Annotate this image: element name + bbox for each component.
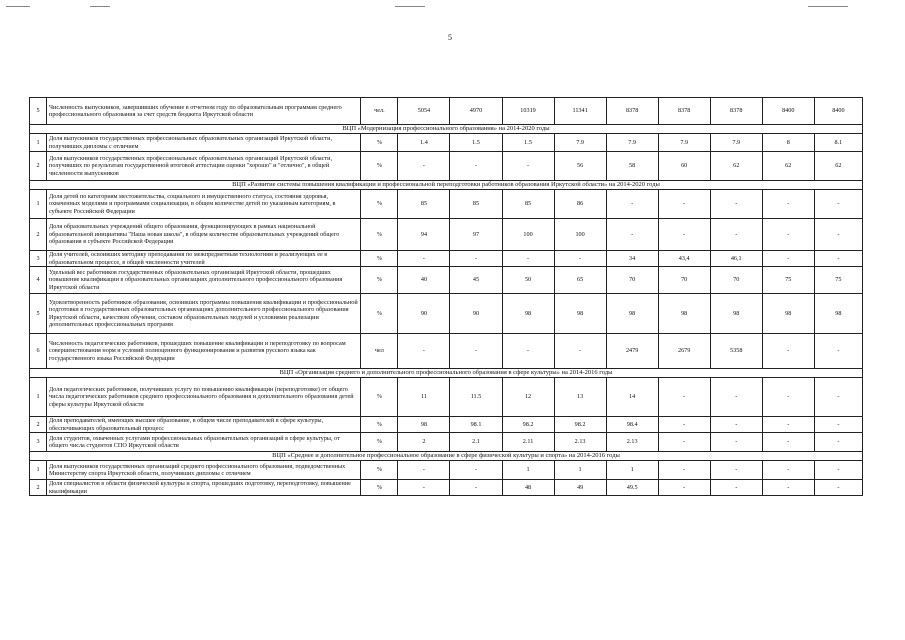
value-cell: 10319	[502, 98, 554, 125]
value-cell: 8.1	[814, 134, 862, 152]
row-number: 2	[30, 219, 47, 251]
value-cell: 100	[554, 219, 606, 251]
page-number: 5	[448, 33, 452, 42]
value-cell: 45	[450, 267, 502, 294]
value-cell: 1	[554, 461, 606, 480]
value-cell: 7.9	[554, 134, 606, 152]
value-cell: 8378	[658, 98, 710, 125]
value-cell: 98.1	[450, 417, 502, 433]
row-number: 3	[30, 433, 47, 452]
row-number: 2	[30, 417, 47, 433]
indicator-text: Удовлетворенность работников образования, освоивших программы повышения квалификации и профессиональной подготовки в государственных образовательных организациях дополнительного профессионального образования Иркутской области, качеством обучения, составом образовательных модулей и условиями реализации дополнительных профессиональных программ	[47, 294, 361, 334]
value-cell: 48	[502, 480, 554, 496]
value-cell: 98	[502, 294, 554, 334]
value-cell: 97	[450, 219, 502, 251]
indicator-text: Доля педагогических работников, получивших услугу по повышению квалификации (переподготовке) от общего числа педагогических работников среднего профессионального образования и дополнительного образования детей сферы культуры Иркутской области	[47, 378, 361, 417]
unit-cell: %	[361, 433, 398, 452]
value-cell: 8378	[710, 98, 762, 125]
value-cell: -	[710, 433, 762, 452]
value-cell: -	[762, 334, 814, 369]
value-cell: 11341	[554, 98, 606, 125]
scan-mark-top-left-2	[90, 6, 110, 7]
value-cell: -	[762, 417, 814, 433]
section-header	[30, 369, 863, 378]
unit-cell: чел	[361, 334, 398, 369]
value-cell: 1.5	[502, 134, 554, 152]
value-cell: 2.11	[502, 433, 554, 452]
value-cell: 2679	[658, 334, 710, 369]
value-cell: 5054	[398, 98, 450, 125]
value-cell: 60	[658, 152, 710, 181]
value-cell: 46,1	[710, 251, 762, 267]
indicator-text: Доля выпускников государственных профессиональных образовательных организаций Иркутской области, получивших дипломы с отличием	[47, 134, 361, 152]
scan-mark-top-right	[808, 6, 848, 7]
unit-cell: %	[361, 251, 398, 267]
indicator-text: Доля детей по категориям местожительства, социального и имущественного статуса, состояния здоровья, охваченных моделями и программами социализации, в общем количестве детей по указанным категориям, в субъекте Российской Федерации	[47, 190, 361, 219]
value-cell: -	[814, 190, 862, 219]
value-cell: -	[554, 334, 606, 369]
value-cell: 7.9	[606, 134, 658, 152]
value-cell: -	[814, 378, 862, 417]
value-cell: -	[710, 190, 762, 219]
value-cell: -	[710, 378, 762, 417]
row-number: 6	[30, 334, 47, 369]
value-cell: -	[450, 251, 502, 267]
indicator-text: Доля выпускников государственных организаций среднего профессионального образования, подведомственных Министерству спорта Иркутской области, получивших дипломы с отличием	[47, 461, 361, 480]
row-number: 4	[30, 267, 47, 294]
value-cell: 49	[554, 480, 606, 496]
row-number: 5	[30, 98, 47, 125]
value-cell: 98	[710, 294, 762, 334]
indicator-text: Доля студентов, охваченных услугами профессиональных образовательных организаций в сфере культуры, от общего числа студентов СПО Иркутской области	[47, 433, 361, 452]
table-row	[30, 294, 863, 334]
section-header	[30, 181, 863, 190]
value-cell: 98	[814, 294, 862, 334]
value-cell: -	[502, 251, 554, 267]
section-header	[30, 452, 863, 461]
table-row	[30, 219, 863, 251]
value-cell: 90	[450, 294, 502, 334]
value-cell: -	[450, 334, 502, 369]
table-row	[30, 417, 863, 433]
value-cell: -	[710, 461, 762, 480]
value-cell: 1	[502, 461, 554, 480]
value-cell: -	[398, 461, 450, 480]
row-number: 2	[30, 152, 47, 181]
unit-cell: %	[361, 219, 398, 251]
unit-cell: %	[361, 152, 398, 181]
table-row	[30, 378, 863, 417]
value-cell: 98.2	[502, 417, 554, 433]
value-cell: 98	[398, 417, 450, 433]
value-cell: -	[814, 219, 862, 251]
value-cell: 65	[554, 267, 606, 294]
value-cell: -	[762, 480, 814, 496]
value-cell: 58	[606, 152, 658, 181]
section-title: ВЦП «Организация среднего и дополнительного профессионального образования в сфере культуры» на 2014-2016 годы	[30, 369, 863, 378]
row-number: 2	[30, 480, 47, 496]
table-row	[30, 98, 863, 125]
value-cell: 7.9	[658, 134, 710, 152]
value-cell: 11.5	[450, 378, 502, 417]
row-number: 3	[30, 251, 47, 267]
value-cell: -	[762, 378, 814, 417]
value-cell: 13	[554, 378, 606, 417]
value-cell: 50	[502, 267, 554, 294]
value-cell: 75	[762, 267, 814, 294]
value-cell: 100	[502, 219, 554, 251]
value-cell: -	[710, 417, 762, 433]
table-row	[30, 461, 863, 480]
value-cell: -	[398, 251, 450, 267]
value-cell: 70	[658, 267, 710, 294]
table-row	[30, 134, 863, 152]
value-cell: 2.13	[606, 433, 658, 452]
value-cell: -	[398, 152, 450, 181]
section-title: ВЦП «Развитие системы повышения квалификации и профессиональной переподготовки работников образования Иркутской области» на 2014-2020 годы	[30, 181, 863, 190]
table-row	[30, 334, 863, 369]
row-number: 1	[30, 134, 47, 152]
value-cell: -	[814, 251, 862, 267]
value-cell: 62	[762, 152, 814, 181]
value-cell: -	[450, 480, 502, 496]
value-cell: 85	[398, 190, 450, 219]
value-cell: 2479	[606, 334, 658, 369]
unit-cell: %	[361, 378, 398, 417]
value-cell: -	[762, 461, 814, 480]
value-cell: 98.2	[554, 417, 606, 433]
value-cell: 62	[710, 152, 762, 181]
value-cell: 98	[762, 294, 814, 334]
value-cell: 1.4	[398, 134, 450, 152]
value-cell: 8400	[762, 98, 814, 125]
row-number: 1	[30, 461, 47, 480]
value-cell: -	[658, 480, 710, 496]
value-cell: -	[762, 190, 814, 219]
indicators-table	[29, 97, 863, 496]
unit-cell: чел.	[361, 98, 398, 125]
value-cell: 85	[450, 190, 502, 219]
value-cell: -	[814, 433, 862, 452]
value-cell: 11	[398, 378, 450, 417]
scan-mark-top-left	[6, 6, 30, 7]
value-cell: 8400	[814, 98, 862, 125]
value-cell: -	[502, 152, 554, 181]
value-cell: 1.5	[450, 134, 502, 152]
value-cell: 34	[606, 251, 658, 267]
indicator-text: Доля выпускников государственных профессиональных образовательных организаций Иркутской области, получивших по результатам государственной итоговой аттестации оценки "хорошо" и "отлично", в общей численности выпускников	[47, 152, 361, 181]
value-cell: -	[814, 461, 862, 480]
value-cell: 70	[606, 267, 658, 294]
value-cell: -	[814, 334, 862, 369]
unit-cell: %	[361, 480, 398, 496]
value-cell: 49.5	[606, 480, 658, 496]
unit-cell: %	[361, 134, 398, 152]
unit-cell: %	[361, 190, 398, 219]
value-cell: -	[762, 433, 814, 452]
value-cell: 8378	[606, 98, 658, 125]
scan-mark-top-center	[395, 6, 425, 7]
indicator-text: Удельный вес работников государственных образовательных организаций Иркутской области, прошедших повышение квалификации в образовательных организациях дополнительного профессионального образования Иркутской области	[47, 267, 361, 294]
value-cell: -	[658, 190, 710, 219]
value-cell: -	[554, 251, 606, 267]
value-cell: 94	[398, 219, 450, 251]
unit-cell: %	[361, 461, 398, 480]
value-cell: 70	[710, 267, 762, 294]
value-cell: 12	[502, 378, 554, 417]
value-cell: -	[398, 480, 450, 496]
value-cell: 90	[398, 294, 450, 334]
value-cell: -	[658, 378, 710, 417]
indicator-text: Доля образовательных учреждений общего образования, функционирующих в рамках национальной образовательной инициативы "Наша новая школа", в общем количестве образовательных учреждений общего образования в субъекте Российской Федерации	[47, 219, 361, 251]
section-title: ВЦП «Среднее и дополнительное профессиональное образование в сфере физической культуры и спорта» на 2014-2016 годы	[30, 452, 863, 461]
value-cell: 98.4	[606, 417, 658, 433]
value-cell: 4970	[450, 98, 502, 125]
indicator-text: Доля специалистов в области физической культуры и спорта, прошедших подготовку, переподготовку, повышение квалификации	[47, 480, 361, 496]
value-cell: -	[710, 219, 762, 251]
value-cell: 56	[554, 152, 606, 181]
value-cell: -	[658, 417, 710, 433]
table-row	[30, 433, 863, 452]
value-cell: 1	[606, 461, 658, 480]
value-cell: -	[658, 433, 710, 452]
value-cell: 98	[554, 294, 606, 334]
value-cell: -	[814, 417, 862, 433]
table-row	[30, 251, 863, 267]
value-cell: -	[450, 461, 502, 480]
value-cell: 2.13	[554, 433, 606, 452]
value-cell: -	[710, 480, 762, 496]
indicator-text: Доля преподавателей, имеющих высшее образование, в общем числе преподавателей в сфере культуры, обеспечивающих образовательный процесс	[47, 417, 361, 433]
value-cell: 98	[606, 294, 658, 334]
section-title: ВЦП «Модернизация профессионального образования» на 2014-2020 годы	[30, 125, 863, 134]
value-cell: 2	[398, 433, 450, 452]
value-cell: 40	[398, 267, 450, 294]
value-cell: 85	[502, 190, 554, 219]
value-cell: -	[450, 152, 502, 181]
value-cell: 98	[658, 294, 710, 334]
value-cell: 14	[606, 378, 658, 417]
row-number: 1	[30, 190, 47, 219]
value-cell: -	[398, 334, 450, 369]
row-number: 5	[30, 294, 47, 334]
indicator-text: Доля учителей, освоивших методику преподавания по межпредметным технологиям и реализующих ее в образовательном процессе, в общей численности учителей	[47, 251, 361, 267]
unit-cell: %	[361, 267, 398, 294]
table-row	[30, 152, 863, 181]
indicator-text: Численность выпускников, завершивших обучение в отчетном году по образовательным программам среднего профессионального образования за счет средств бюджета Иркутской области	[47, 98, 361, 125]
table-row	[30, 480, 863, 496]
value-cell: 8	[762, 134, 814, 152]
table-row	[30, 267, 863, 294]
value-cell: 5358	[710, 334, 762, 369]
indicator-text: Численность педагогических работников, прошедших повышение квалификации и переподготовку по вопросам совершенствования норм и условий полноценного функционирования и развития русского языка как государственного языка Российской Федерации	[47, 334, 361, 369]
row-number: 1	[30, 378, 47, 417]
value-cell: -	[606, 190, 658, 219]
value-cell: -	[658, 219, 710, 251]
value-cell: 2.1	[450, 433, 502, 452]
value-cell: -	[658, 461, 710, 480]
value-cell: -	[502, 334, 554, 369]
value-cell: 86	[554, 190, 606, 219]
value-cell: -	[762, 251, 814, 267]
value-cell: 75	[814, 267, 862, 294]
unit-cell: %	[361, 294, 398, 334]
value-cell: 43,4	[658, 251, 710, 267]
value-cell: 7.9	[710, 134, 762, 152]
value-cell: -	[606, 219, 658, 251]
value-cell: -	[814, 480, 862, 496]
value-cell: 62	[814, 152, 862, 181]
table-row	[30, 190, 863, 219]
value-cell: -	[762, 219, 814, 251]
section-header	[30, 125, 863, 134]
unit-cell: %	[361, 417, 398, 433]
